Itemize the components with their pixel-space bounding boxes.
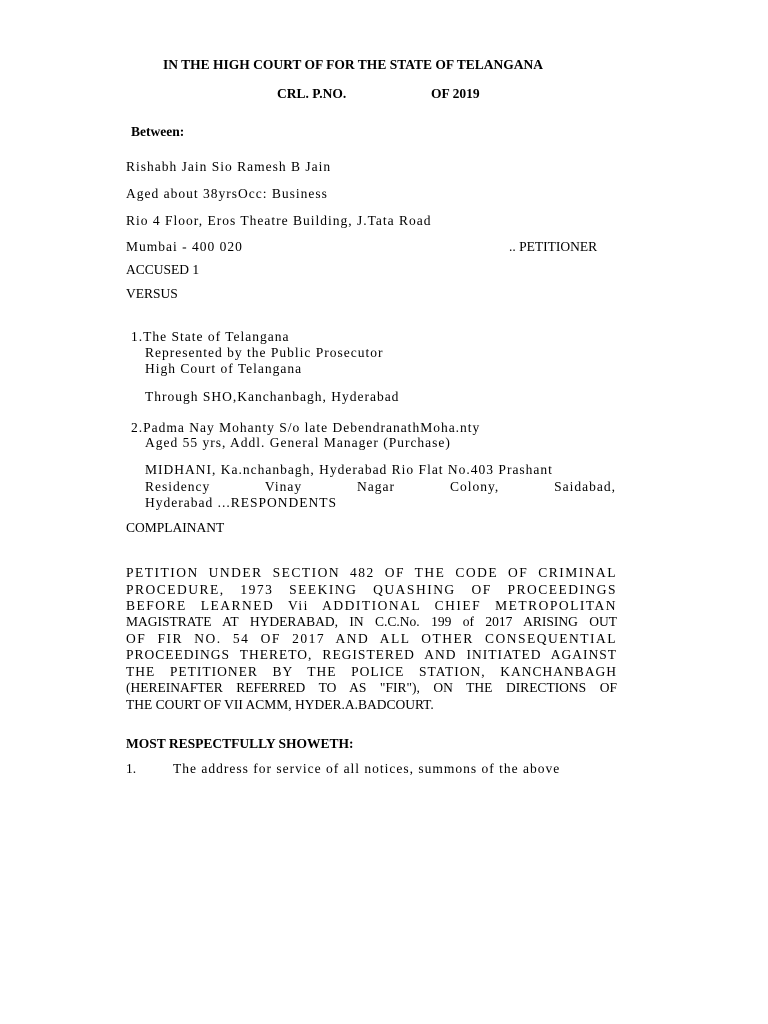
petition-line: (HEREINAFTER REFERRED TO AS "FIR"), ON THE DIRECTIONS OF bbox=[126, 680, 617, 695]
petition-line: BEFORE LEARNED Vii ADDITIONAL CHIEF METROPOLITAN bbox=[126, 598, 617, 613]
para1-number: 1. bbox=[126, 761, 137, 776]
year-label: OF 2019 bbox=[431, 86, 480, 101]
respondent2-line2: Aged 55 yrs, Addl. General Manager (Purchase) bbox=[145, 435, 451, 450]
petition-line: PROCEDURE, 1973 SEEKING QUASHING OF PROCEEDINGS bbox=[126, 582, 617, 597]
complainant-label: COMPLAINANT bbox=[126, 520, 225, 535]
petitioner-age-occupation: Aged about 38yrsOcc: Business bbox=[126, 186, 328, 201]
respondent2-line1: 2.Padma Nay Mohanty S/o late DebendranathMoha.nty bbox=[131, 420, 481, 435]
crl-no-label: CRL. P.NO. bbox=[277, 86, 347, 101]
petition-line: OF FIR NO. 54 OF 2017 AND ALL OTHER CONSEQUENTIAL bbox=[126, 631, 617, 646]
petition-line: THE COURT OF VII ACMM, HYDER.A.BADCOURT. bbox=[126, 697, 434, 712]
petitioner-city: Mumbai - 400 020 bbox=[126, 239, 243, 254]
respondent2-line3: MIDHANI, Ka.nchanbagh, Hyderabad Rio Flat No.403 Prashant bbox=[145, 462, 553, 477]
respondent1-line4: Through SHO,Kanchanbagh, Hyderabad bbox=[145, 389, 400, 404]
para1-text: The address for service of all notices, summons of the above bbox=[173, 761, 561, 776]
versus-label: VERSUS bbox=[126, 286, 178, 301]
respondent2-line5: Hyderabad ...RESPONDENTS bbox=[145, 495, 337, 510]
petitioner-role: .. PETITIONER bbox=[509, 239, 598, 254]
petitioner-name: Rishabh Jain Sio Ramesh B Jain bbox=[126, 159, 332, 174]
between-label: Between: bbox=[131, 124, 185, 139]
showeth-heading: MOST RESPECTFULLY SHOWETH: bbox=[126, 736, 354, 751]
petitioner-address: Rio 4 Floor, Eros Theatre Building, J.Tata Road bbox=[126, 213, 432, 228]
petition-line: THE PETITIONER BY THE POLICE STATION, KANCHANBAGH bbox=[126, 664, 617, 679]
respondent1-line1: 1.The State of Telangana bbox=[131, 329, 290, 344]
accused-label: ACCUSED 1 bbox=[126, 262, 200, 277]
respondent1-line3: High Court of Telangana bbox=[145, 361, 303, 376]
court-title: IN THE HIGH COURT OF FOR THE STATE OF TELANGANA bbox=[163, 57, 543, 72]
respondent1-line2: Represented by the Public Prosecutor bbox=[145, 345, 384, 360]
petition-line: PROCEEDINGS THERETO, REGISTERED AND INITIATED AGAINST bbox=[126, 647, 617, 662]
respondent2-line4: Residency Vinay Nagar Colony, Saidabad, bbox=[145, 479, 616, 494]
petition-line: PETITION UNDER SECTION 482 OF THE CODE OF CRIMINAL bbox=[126, 565, 617, 580]
petition-line: MAGISTRATE AT HYDERABAD, IN C.C.No. 199 of 2017 ARISING OUT bbox=[126, 614, 617, 629]
